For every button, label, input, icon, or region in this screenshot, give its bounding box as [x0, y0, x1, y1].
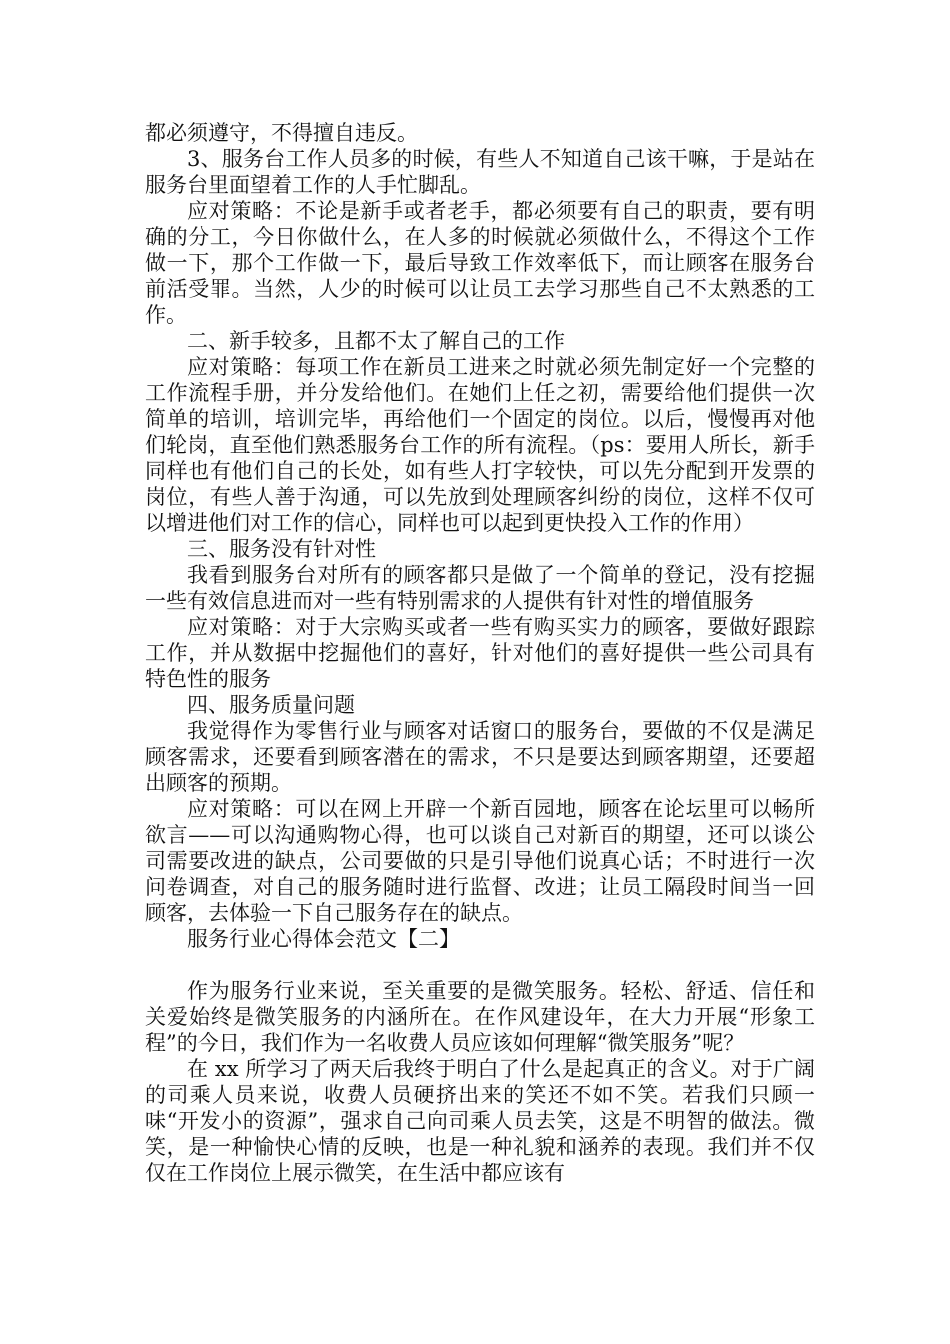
paragraph-strategy-1: 应对策略：不论是新手或者老手，都必须要有自己的职责，要有明确的分工，今日你做什么，在人多的时候就必须做什么，不得这个工作做一下，那个工作做一下，最后导致工作效率低下，而让顾客在服务台前活受罪。当然，人少的时候可以让员工去学习那些自己不太熟悉的工作。 — [145, 199, 815, 327]
document-body — [145, 120, 815, 1186]
paragraph-continuation: 都必须遵守，不得擅自违反。 — [145, 121, 418, 145]
essay-title-2: 服务行业心得体会范文【二】 — [187, 927, 460, 951]
paragraph-point-3: 3、服务台工作人员多的时候，有些人不知道自己该干嘛，于是站在服务台里面望着工作的人手忙脚乱。 — [145, 147, 815, 197]
paragraph-strategy-3: 应对策略：对于大宗购买或者一些有购买实力的顾客，要做好跟踪工作，并从数据中挖掘他们的喜好，针对他们的喜好提供一些公司具有特色性的服务 — [145, 615, 815, 691]
section-heading-3: 三、服务没有针对性 — [187, 537, 376, 561]
paragraph-strategy-4: 应对策略：可以在网上开辟一个新百园地，顾客在论坛里可以畅所欲言——可以沟通购物心得，也可以谈自己对新百的期望，还可以谈公司需要改进的缺点，公司要做的只是引导他们说真心话；不时进行一次问卷调查，对自己的服务随时进行监督、改进；让员工隔段时间当一回顾客，去体验一下自己服务存在的缺点。 — [145, 797, 815, 925]
paragraph-observation-3: 我看到服务台对所有的顾客都只是做了一个简单的登记，没有挖掘一些有效信息进而对一些有特别需求的人提供有针对性的增值服务 — [145, 563, 815, 613]
paragraph-study-reflection: 在 xx 所学习了两天后我终于明白了什么是起真正的含义。对于广阔的司乘人员来说，收费人员硬挤出来的笑还不如不笑。若我们只顾一味“开发小的资源”，强求自己向司乘人员去笑，这是不明智的做法。微笑，是一种愉快心情的反映，也是一种礼貌和涵养的表现。我们并不仅仅在工作岗位上展示微笑，在生活中都应该有 — [145, 1057, 815, 1185]
section-heading-2: 二、新手较多，且都不太了解自己的工作 — [187, 329, 565, 353]
section-heading-4: 四、服务质量问题 — [187, 693, 355, 717]
paragraph-strategy-2: 应对策略：每项工作在新员工进来之时就必须先制定好一个完整的工作流程手册，并分发给他们。在她们上任之初，需要给他们提供一次简单的培训，培训完毕，再给他们一个固定的岗位。以后，慢慢再对他们轮岗，直至他们熟悉服务台工作的所有流程。（ps：要用人所长，新手同样也有他们自己的长处，如有些人打字较快，可以先分配到开发票的岗位，有些人善于沟通，可以先放到处理顾客纠纷的岗位，这样不仅可以增进他们对工作的信心，同样也可以起到更快投入工作的作用） — [145, 355, 815, 535]
paragraph-smile-service: 作为服务行业来说，至关重要的是微笑服务。轻松、舒适、信任和关爱始终是微笑服务的内涵所在。在作风建设年，在大力开展“形象工程”的今日，我们作为一名收费人员应该如何理解“微笑服务”呢？ — [145, 979, 815, 1055]
paragraph-observation-4: 我觉得作为零售行业与顾客对话窗口的服务台，要做的不仅是满足顾客需求，还要看到顾客潜在的需求，不只是要达到顾客期望，还要超出顾客的预期。 — [145, 719, 815, 795]
blank-line — [145, 952, 815, 978]
